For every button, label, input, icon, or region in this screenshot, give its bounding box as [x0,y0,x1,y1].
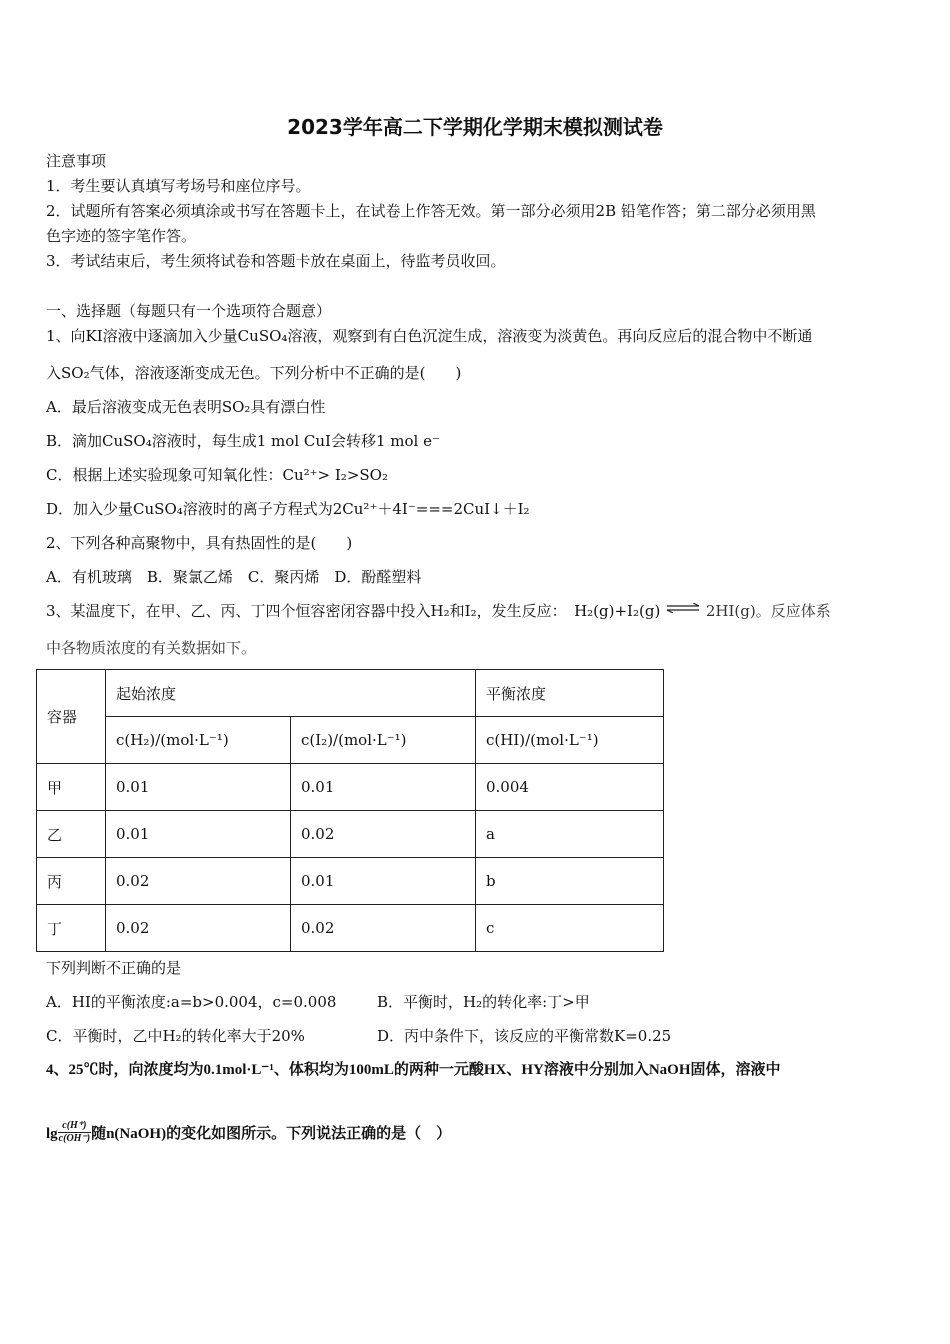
q3-stem-line1 [46,601,831,621]
q3-stem-line2: 中各物质浓度的有关数据如下。 [46,639,257,657]
notice-item: 色字迹的签字笔作答。 [46,227,197,245]
q4-lg: lg [46,1125,58,1142]
table-row [37,811,664,858]
table-subheader-i2: c(I₂)/(mol·L⁻¹) [291,717,476,764]
equilibrium-arrow-icon [665,603,701,613]
notice-item: 2．试题所有答案必须填涂或书写在答题卡上，在试卷上作答无效。第一部分必须用2B 铅笔作答；第二部分必须用黑 [46,202,816,220]
q4-stem-rest: 随n(NaOH)的变化如图所示。下列说法正确的是（ ） [91,1125,452,1142]
q1-option-b: B．滴加CuSO₄溶液时，每生成1 mol CuI会转移1 mol e⁻ [46,432,440,450]
table-row [37,905,664,952]
notice-heading: 注意事项 [46,152,107,170]
concentration-table [36,669,664,952]
table-row [37,858,664,905]
table-header-container: 容器 [37,670,106,764]
q1-option-c: C．根据上述实验现象可知氧化性：Cu²⁺> I₂>SO₂ [46,466,388,484]
table-cell: 0.01 [291,764,476,811]
q4-stem-line2 [46,1122,451,1147]
table-cell: 丁 [37,905,106,952]
q3-option-d: D．丙中条件下，该反应的平衡常数K=0.25 [377,1027,672,1045]
notice-item: 3．考试结束后，考生须将试卷和答题卡放在桌面上，待监考员收回。 [46,252,506,270]
table-cell: 0.02 [106,905,291,952]
q3-option-c: C．平衡时，乙中H₂的转化率大于20% [46,1027,305,1045]
q3-stem-text-end: 2HI(g)。反应体系 [705,602,831,620]
table-subheader-row [37,717,664,764]
q1-stem-line1: 1、向KI溶液中逐滴加入少量CuSO₄溶液，观察到有白色沉淀生成，溶液变为淡黄色。再向反应后的混合物中不断通 [46,327,813,345]
table-subheader-hi: c(HI)/(mol·L⁻¹) [476,717,664,764]
q1-stem-line2: 入SO₂气体，溶液逐渐变成无色。下列分析中不正确的是( ) [46,364,462,382]
q4-fraction [58,1120,91,1145]
table-subheader-h2: c(H₂)/(mol·L⁻¹) [106,717,291,764]
q3-option-b: B．平衡时，H₂的转化率:丁>甲 [377,993,590,1011]
table-cell: 0.004 [476,764,664,811]
q3-option-a: A．HI的平衡浓度:a=b>0.004，c=0.008 [46,993,337,1011]
table-cell: a [476,811,664,858]
table-cell: b [476,858,664,905]
table-cell: 0.02 [291,905,476,952]
notice-item: 1．考生要认真填写考场号和座位序号。 [46,177,311,195]
q4-fraction-denominator: c(OH⁻) [58,1133,91,1144]
table-cell: 丙 [37,858,106,905]
table-cell: 0.01 [291,858,476,905]
table-row [37,764,664,811]
q1-option-a: A．最后溶液变成无色表明SO₂具有漂白性 [46,398,326,416]
section-heading: 一、选择题（每题只有一个选项符合题意） [46,302,332,320]
q2-options: A．有机玻璃 B．聚氯乙烯 C．聚丙烯 D．酚醛塑料 [46,568,422,586]
q4-fraction-numerator: c(H⁺) [58,1120,91,1133]
q3-stem-text: 3、某温度下，在甲、乙、丙、丁四个恒容密闭容器中投入H₂和I₂，发生反应： H₂(g)+I₂(g) [46,602,661,620]
table-header-equilibrium: 平衡浓度 [476,670,664,717]
page-title: 2023学年高二下学期化学期末模拟测试卷 [287,115,663,139]
table-cell: 0.01 [106,811,291,858]
q2-stem: 2、下列各种高聚物中，具有热固性的是( ) [46,534,353,552]
table-cell: 0.01 [106,764,291,811]
table-header-initial: 起始浓度 [106,670,476,717]
table-cell: 0.02 [291,811,476,858]
table-cell: 乙 [37,811,106,858]
table-cell: 0.02 [106,858,291,905]
table-header-row [37,670,664,717]
q1-option-d: D．加入少量CuSO₄溶液时的离子方程式为2Cu²⁺＋4I⁻===2CuI↓＋I₂ [46,500,530,518]
q4-stem-line1: 4、25℃时，向浓度均为0.1mol·L⁻¹、体积均为100mL的两种一元酸HX、HY溶液中分别加入NaOH固体，溶液中 [46,1062,781,1078]
table-cell: c [476,905,664,952]
table-cell: 甲 [37,764,106,811]
q3-after-table: 下列判断不正确的是 [46,959,182,977]
